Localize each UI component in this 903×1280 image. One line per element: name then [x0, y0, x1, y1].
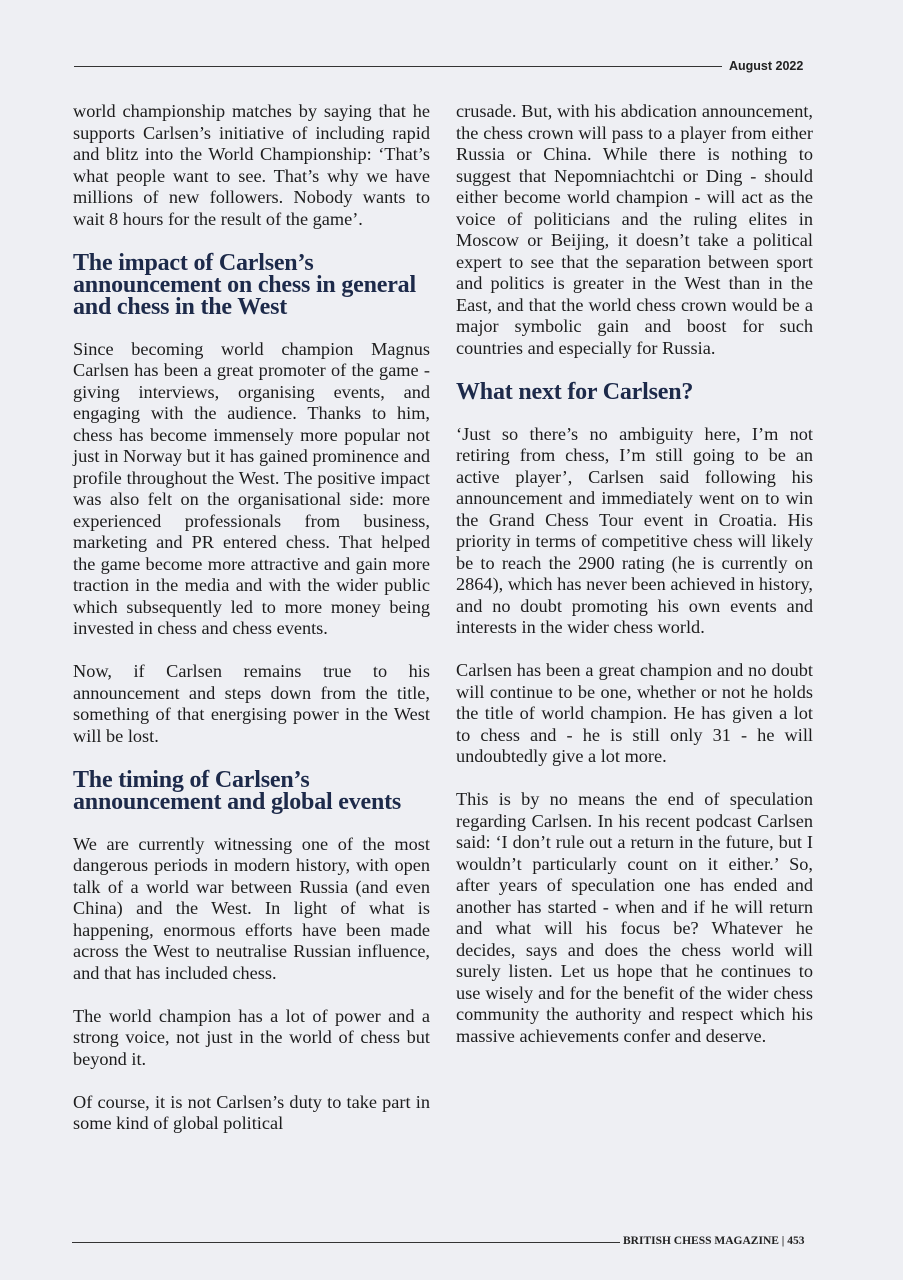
section-heading: The timing of Carlsen’s announcement and global events	[73, 766, 402, 815]
paragraph: This is by no means the end of speculation regarding Carlsen. In his recent podcast Carlsen said: ‘I don’t rule out a return in the future, but I wouldn’t particularly count on it either.’ So, after years of speculation one has ended and another has started - when and if he will return and what will his focus be? Whatever he decides, says and does the chess world will surely listen. Let us hope that he continues to use wisely and for the benefit of the wider chess community the authority and respect which his massive achievements confer and deserve.	[456, 789, 813, 1046]
footer-publication-page: BRITISH CHESS MAGAZINE | 453	[623, 1235, 805, 1247]
paragraph: crusade. But, with his abdication announcement, the chess crown will pass to a player from either Russia or China. While there is nothing to suggest that Nepomniachtchi or Ding - should either become world champion - will act as the voice of politicians and the ruling elites in Moscow or Beijing, it doesn’t take a political expert to see that the separation between sport and politics is greater in the West than in the East, and that the world chess crown would be a major symbolic gain and boost for such countries and especially for Russia.	[456, 101, 813, 358]
paragraph: The world champion has a lot of power and a strong voice, not just in the world of chess but beyond it.	[73, 1005, 430, 1069]
paragraph: Now, if Carlsen remains true to his announcement and steps down from the title, something of that energising power in the West will be lost.	[73, 661, 430, 746]
left-column	[73, 101, 430, 1135]
footer-rule	[72, 1242, 620, 1243]
header-rule	[74, 66, 722, 67]
paragraph: ‘Just so there’s no ambiguity here, I’m not retiring from chess, I’m still going to be an active player’, Carlsen said following his announcement and immediately went on to win the Grand Chess Tour event in Croatia. His priority in terms of competitive chess will likely be to reach the 2900 rating (he is currently on 2864), which has never been achieved in history, and no doubt promoting his own events and interests in the wider chess world.	[456, 423, 813, 637]
paragraph: Carlsen has been a great champion and no doubt will continue to be one, whether or not he holds the title of world champion. He has given a lot to chess and - he is still only 31 - he will undoubtedly give a lot more.	[456, 660, 813, 766]
right-column	[456, 101, 813, 1047]
paragraph: We are currently witnessing one of the most dangerous periods in modern history, with open talk of a world war between Russia (and even China) and the West. In light of what is happening, enormous efforts have been made across the West to neutralise Russian influence, and that has included chess.	[73, 833, 430, 983]
section-heading: The impact of Carlsen’s announcement on chess in general and chess in the West	[73, 249, 416, 320]
paragraph: Of course, it is not Carlsen’s duty to take part in some kind of global political	[73, 1091, 430, 1133]
issue-date: August 2022	[729, 59, 804, 73]
paragraph: Since becoming world champion Magnus Carlsen has been a great promoter of the game - giving interviews, organising events, and engaging with the audience. Thanks to him, chess has become immensely more popular not just in Norway but it has gained prominence and profile throughout the West. The positive impact was also felt on the organisational side: more experienced professionals from business, marketing and PR entered chess. That helped the game become more attractive and gain more traction in the media and with the wider public which subsequently led to more money being invested in chess and chess events.	[73, 338, 430, 638]
paragraph: world championship matches by saying that he supports Carlsen’s initiative of including rapid and blitz into the World Championship: ‘That’s what people want to see. That’s why we have millions of new followers. Nobody wants to wait 8 hours for the result of the game’.	[73, 101, 430, 229]
section-heading: What next for Carlsen?	[456, 378, 694, 405]
